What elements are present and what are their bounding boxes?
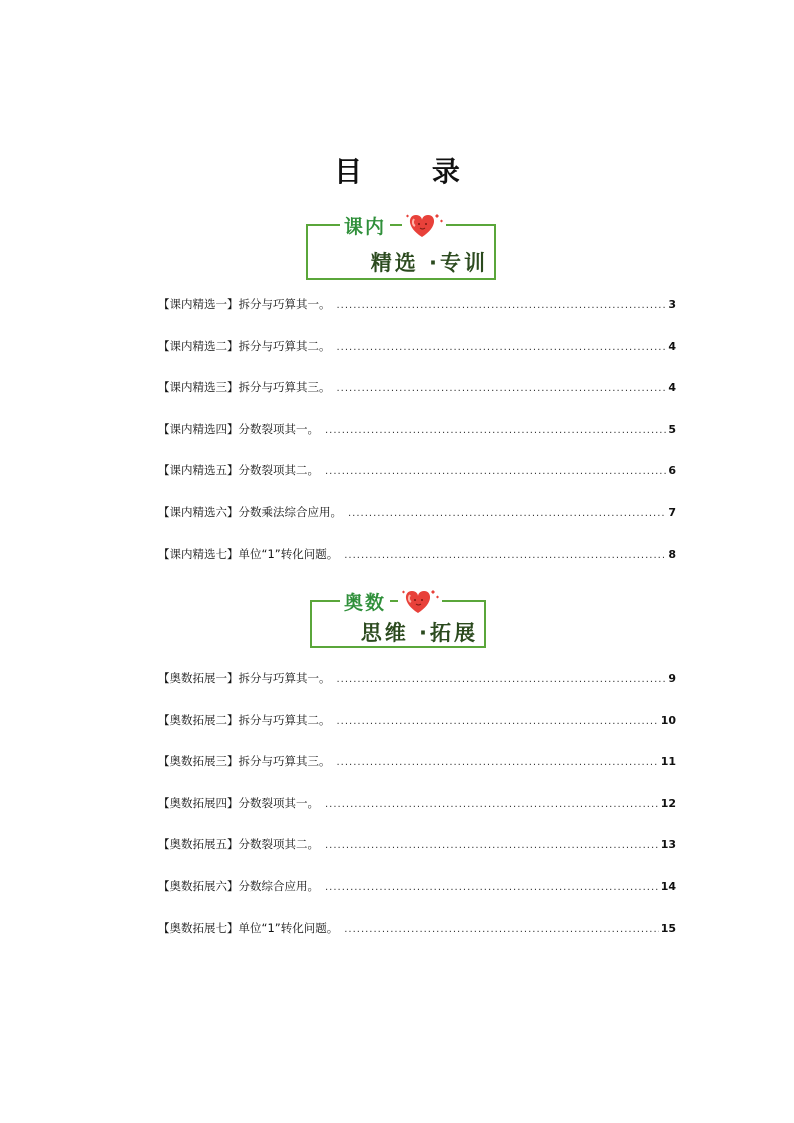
toc-leader (325, 795, 659, 815)
toc-entry-label: 【课内精选五】分数裂项其二。 (158, 463, 319, 477)
toc-entry[interactable] (158, 544, 676, 564)
toc-page-number: 5 (668, 423, 676, 436)
toc-page-number: 11 (660, 755, 676, 768)
toc-leader (344, 920, 658, 940)
toc-entry-label: 【奥数拓展六】分数综合应用。 (158, 879, 319, 893)
toc-entry[interactable] (158, 460, 676, 480)
toc-leader (337, 712, 659, 732)
toc-page-number: 13 (660, 838, 676, 851)
toc-entry-label: 【课内精选四】分数裂项其一。 (158, 422, 319, 436)
toc-page-number: 3 (668, 298, 676, 311)
section-badge-classroom (306, 210, 496, 280)
toc-entry-label: 【奥数拓展一】拆分与巧算其一。 (158, 671, 331, 685)
toc-page-number: 15 (660, 922, 676, 935)
toc-entry[interactable] (158, 502, 676, 522)
toc-leader (325, 462, 666, 482)
toc-page-number: 9 (668, 672, 676, 685)
toc-page-number: 6 (668, 464, 676, 477)
toc-entry[interactable] (158, 918, 676, 938)
toc-leader (325, 836, 659, 856)
toc-entry-label: 【课内精选三】拆分与巧算其三。 (158, 380, 331, 394)
toc-entry[interactable] (158, 336, 676, 356)
toc-leader (337, 379, 667, 399)
toc-entry[interactable] (158, 377, 676, 397)
toc-entry-label: 【课内精选一】拆分与巧算其一。 (158, 297, 331, 311)
toc-leader (337, 753, 659, 773)
badge-top-text: 课内 (340, 216, 390, 238)
toc-page-number: 8 (668, 548, 676, 561)
section-badge-olympiad (310, 586, 486, 648)
toc-leader (337, 296, 667, 316)
toc-entry-label: 【奥数拓展二】拆分与巧算其二。 (158, 713, 331, 727)
toc-entry-label: 【奥数拓展七】单位“1”转化问题。 (158, 921, 339, 935)
toc-entry-label: 【课内精选六】分数乘法综合应用。 (158, 505, 342, 519)
toc-leader (337, 670, 667, 690)
toc-leader (348, 504, 666, 524)
toc-leader (325, 878, 659, 898)
toc-page-number: 14 (660, 880, 676, 893)
toc-page-number: 12 (660, 797, 676, 810)
badge-bottom-text: 思维 ·拓展 (360, 621, 478, 645)
badge-top-text: 奥数 (340, 592, 390, 614)
toc-leader (344, 546, 666, 566)
toc-page-number: 10 (660, 714, 676, 727)
toc-entry[interactable] (158, 876, 676, 896)
toc-entry-label: 【奥数拓展三】拆分与巧算其三。 (158, 754, 331, 768)
toc-entry[interactable] (158, 751, 676, 771)
toc-entry-label: 【奥数拓展五】分数裂项其二。 (158, 837, 319, 851)
heart-icon (402, 210, 446, 240)
toc-entry-label: 【奥数拓展四】分数裂项其一。 (158, 796, 319, 810)
toc-entry-label: 【课内精选七】单位“1”转化问题。 (158, 547, 339, 561)
toc-entry-label: 【课内精选二】拆分与巧算其二。 (158, 339, 331, 353)
badge-bottom-text: 精选 ·专训 (370, 251, 488, 275)
toc-entry[interactable] (158, 294, 676, 314)
toc-entry[interactable] (158, 710, 676, 730)
toc-page-number: 4 (668, 381, 676, 394)
toc-entry[interactable] (158, 419, 676, 439)
page-title: 目 录 (334, 155, 490, 188)
toc-page-number: 4 (668, 340, 676, 353)
toc-leader (325, 421, 666, 441)
toc-entry[interactable] (158, 668, 676, 688)
toc-page-number: 7 (668, 506, 676, 519)
toc-entry[interactable] (158, 834, 676, 854)
heart-icon (398, 586, 442, 616)
toc-leader (337, 338, 667, 358)
toc-entry[interactable] (158, 793, 676, 813)
